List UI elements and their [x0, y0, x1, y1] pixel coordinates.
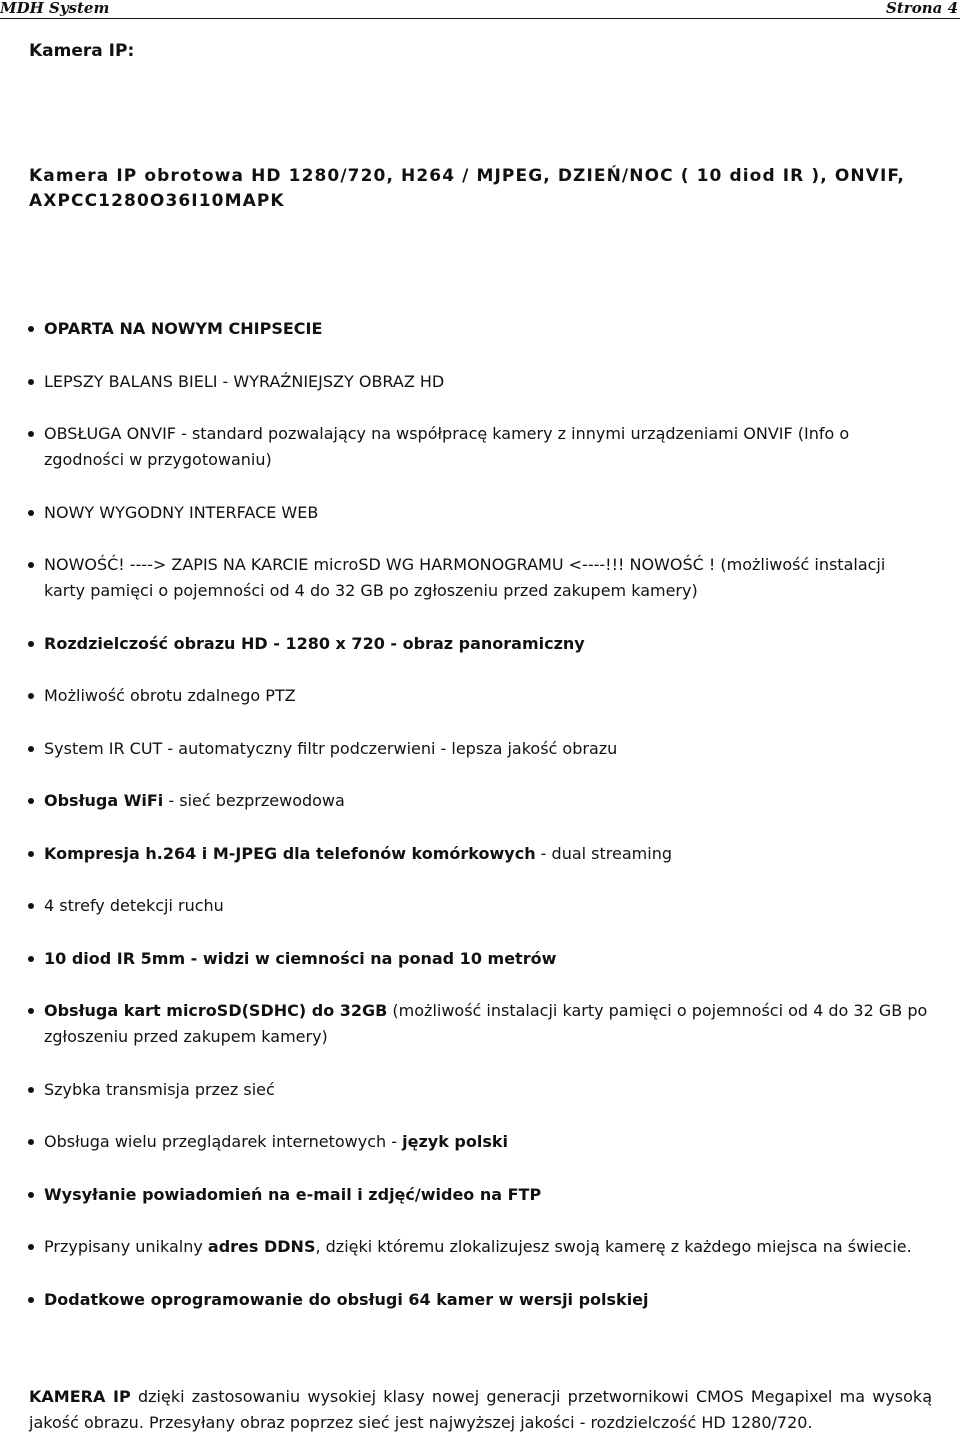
bullet-icon	[28, 1297, 34, 1303]
bullet-icon	[28, 641, 34, 647]
bullet-icon	[28, 956, 34, 962]
feature-text: Dodatkowe oprogramowanie do obsługi 64 kamer w wersji polskiej	[44, 1289, 649, 1309]
bullet-icon	[28, 379, 34, 385]
bullet-icon	[28, 431, 34, 437]
feature-item	[0, 421, 960, 473]
feature-text: język polski	[402, 1132, 508, 1151]
feature-text: LEPSZY BALANS BIELI - WYRAŹNIEJSZY OBRAZ HD	[44, 371, 445, 391]
section-label: Kamera IP:	[29, 41, 135, 61]
feature-text: 4 strefy detekcji ruchu	[44, 896, 224, 915]
feature-text: Wysyłanie powiadomień na e-mail i zdjęć/wideo na FTP	[44, 1184, 542, 1204]
feature-text: (możliwość instalacji karty pamięci o pojemności od 4 do 32 GB po zgłoszeniu przed zakupem kamery)	[44, 1001, 928, 1046]
header-page-number: Strona 4	[886, 0, 958, 17]
feature-list	[0, 316, 960, 1339]
bullet-icon	[28, 693, 34, 699]
feature-item	[0, 1287, 960, 1313]
bullet-icon	[28, 1139, 34, 1145]
feature-item	[0, 369, 960, 395]
bullet-icon	[28, 510, 34, 516]
feature-item	[0, 998, 960, 1050]
feature-text: Szybka transmisja przez sieć	[44, 1079, 275, 1099]
feature-item	[0, 736, 960, 762]
feature-text: NOWY WYGODNY INTERFACE WEB	[44, 502, 319, 522]
bullet-icon	[28, 851, 34, 857]
feature-text: NOWOŚĆ! ----> ZAPIS NA KARCIE microSD WG HARMONOGRAMU <----!!! NOWOŚĆ ! (możliwość instalacji karty pamięci o pojemności od 4 do 32 GB po zgłoszeniu przed zakupem kamery)	[44, 555, 886, 600]
feature-item	[0, 316, 960, 342]
closing-paragraph	[29, 1384, 932, 1436]
header-brand: MDH System	[0, 0, 110, 17]
feature-item	[0, 893, 960, 919]
closing-text: dzięki zastosowaniu wysokiej klasy nowej generacji przetwornikowi CMOS Megapixel ma wysoką jakość obrazu. Przesyłany obraz poprzez sieć jest najwyższej jakości - rozdzielczość HD 1280/720.	[29, 1387, 932, 1432]
feature-item	[0, 841, 960, 867]
bullet-icon	[28, 562, 34, 568]
feature-item	[0, 552, 960, 604]
feature-item	[0, 500, 960, 526]
feature-text: , dzięki któremu zlokalizujesz swoją kamerę z każdego miejsca na świecie.	[315, 1237, 912, 1256]
feature-item	[0, 1182, 960, 1208]
bullet-icon	[28, 1192, 34, 1198]
bullet-icon	[28, 798, 34, 804]
feature-text: Obsługa WiFi	[44, 791, 164, 810]
bullet-icon	[28, 1244, 34, 1250]
bullet-icon	[28, 903, 34, 909]
bullet-icon	[28, 1087, 34, 1093]
bullet-icon	[28, 326, 34, 332]
feature-text: Przypisany unikalny	[44, 1237, 208, 1256]
feature-text: Obsługa kart microSD(SDHC) do 32GB	[44, 1001, 388, 1020]
bullet-icon	[28, 1008, 34, 1014]
feature-text: - sieć bezprzewodowa	[163, 791, 345, 810]
feature-text: Kompresja h.264 i M-JPEG dla telefonów komórkowych	[44, 843, 536, 863]
feature-text: System IR CUT - automatyczny filtr podczerwieni - lepsza jakość obrazu	[44, 738, 618, 758]
feature-item	[0, 1077, 960, 1103]
feature-text: - dual streaming	[535, 843, 672, 863]
feature-text: 10 diod IR 5mm - widzi w ciemności na ponad 10 metrów	[44, 948, 557, 968]
feature-text: Możliwość obrotu zdalnego PTZ	[44, 686, 296, 705]
feature-text: adres DDNS	[207, 1237, 316, 1256]
product-title: Kamera IP obrotowa HD 1280/720, H264 / MJPEG, DZIEŃ/NOC ( 10 diod IR ), ONVIF, AXPCC1280O36I10MAPK	[29, 166, 905, 211]
header-divider	[0, 18, 960, 19]
feature-text: OBSŁUGA ONVIF - standard pozwalający na współpracę kamery z innymi urządzeniami ONVIF (Info o zgodności w przygotowaniu)	[44, 424, 850, 469]
page-header	[0, 0, 960, 17]
feature-text: OPARTA NA NOWYM CHIPSECIE	[44, 319, 323, 338]
bullet-icon	[28, 746, 34, 752]
feature-item	[0, 946, 960, 972]
feature-text: Rozdzielczość obrazu HD - 1280 x 720 - obraz panoramiczny	[44, 633, 585, 653]
feature-item	[0, 788, 960, 814]
feature-text: Obsługa wielu przeglądarek internetowych -	[44, 1132, 403, 1151]
closing-lead: KAMERA IP	[29, 1387, 131, 1406]
feature-item	[0, 1234, 960, 1260]
feature-item	[0, 631, 960, 657]
feature-item	[0, 683, 960, 709]
feature-item	[0, 1129, 960, 1155]
